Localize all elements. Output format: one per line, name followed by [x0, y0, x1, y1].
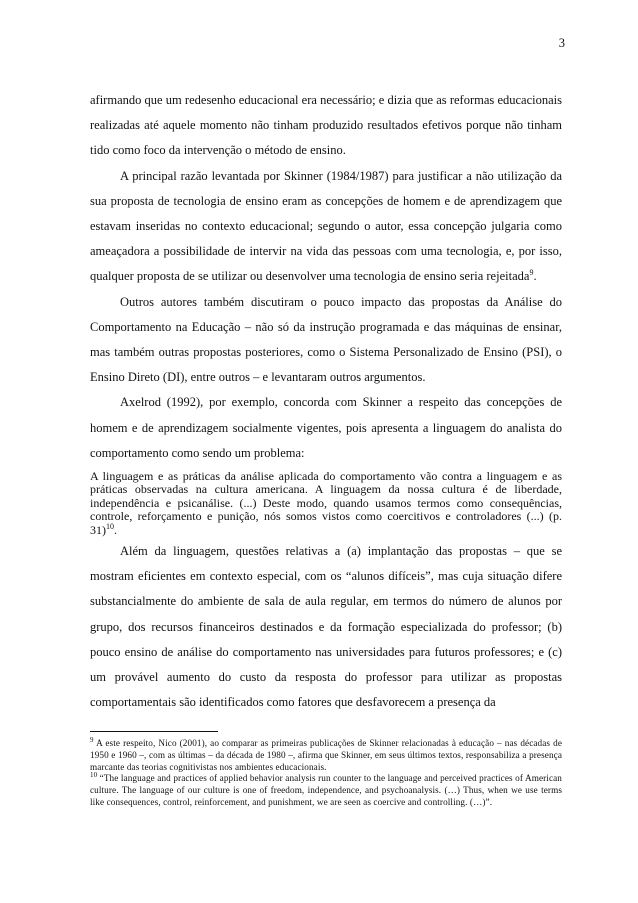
- block-quote: [90, 466, 562, 539]
- paragraph-2-end: .: [533, 269, 537, 284]
- footnotes-section: [90, 731, 562, 809]
- paragraph-4: Axelrod (1992), por exemplo, concorda com Skinner a respeito das concepções de homem e de aprendizagem socialmente vigentes, pois apresenta a linguagem do analista do comportamento como sendo um problema:: [90, 395, 562, 460]
- footnote-ref-10[interactable]: 10: [106, 521, 114, 531]
- block-quote-text: A linguagem e as práticas da análise aplicada do comportamento vão contra a linguagem e as práticas observadas na cultura americana. A linguagem da nossa cultura é de liberdade, independência e psicanálise. (...) Deste modo, quando usamos termos como consequências, controle, reforçamento e punição, nós somos vistos como coercitivos e controladores (...) (p. 31): [90, 469, 562, 537]
- paragraph-2-text: A principal razão levantada por Skinner (1984/1987) para justificar a não utilização da sua proposta de tecnologia de ensino eram as concepções de homem e de aprendizagem que estavam inseridas no contexto educacional; segundo o autor, essa concepção julgaria como ameaçadora a possibilidade de intervir na vida das pessoas com uma tecnologia, e, por isso, qualquer proposta de se utilizar ou desenvolver uma tecnologia de ensino seria rejeitada: [90, 168, 562, 284]
- footnote-text: “The language and practices of applied behavior analysis run counter to the language and perceived practices of American culture. The language of our culture is one of freedom, independence, and psychoanalysis. (…) Thus, when we use terms like consequences, control, reinforcement, and punishment, we are seen as coercive and controlling. (…)”.: [90, 773, 562, 807]
- paragraph-1: afirmando que um redesenho educacional era necessário; e dizia que as reformas educacionais realizadas até aquele momento não tinham produzido resultados efetivos porque não tinham tido como foco da intervenção o método de ensino.: [90, 93, 562, 158]
- body-text: [90, 88, 562, 716]
- footnote-ref-9[interactable]: 9: [529, 268, 534, 278]
- footnote-number: 9: [90, 735, 94, 744]
- footnote-number: 10: [90, 771, 98, 780]
- paragraph-3: Outros autores também discutiram o pouco impacto das propostas da Análise do Comportamento na Educação – não só da instrução programada e das máquinas de ensinar, mas também outras propostas posteriores, como o Sistema Personalizado de Ensino (PSI), o Ensino Direto (DI), entre outros – e levantaram outros argumentos.: [90, 294, 562, 385]
- block-quote-end: .: [114, 522, 117, 537]
- footnote-10: [90, 773, 562, 808]
- footnote-text: A este respeito, Nico (2001), ao comparar as primeiras publicações de Skinner relacionadas à educação – nas décadas de 1950 e 1960 –, com as últimas – da década de 1980 –, afirma que Skinner, em seus últimos textos, responsabiliza a presença marcante das teorias cognitivistas nos ambientes educacionais.: [90, 738, 562, 772]
- paragraph-5: Além da linguagem, questões relativas a (a) implantação das propostas – que se mostram eficientes em contexto especial, com os “alunos difíceis”, mas cuja situação difere substancialmente do ambiente de sala de aula regular, em termos do número de alunos por grupo, dos recursos financeiros destinados e da formação especializada do professor; (b) pouco ensino de análise do comportamento nas universidades para futuros professores; e (c) um provável aumento do custo da resposta do professor para utilizar as propostas comportamentais são identificados como fatores que desfavorecem a presença da: [90, 544, 562, 710]
- footnote-9: [90, 735, 562, 773]
- footnote-divider: [90, 731, 218, 732]
- page-number: 3: [558, 36, 565, 50]
- paragraph-2: [90, 164, 562, 290]
